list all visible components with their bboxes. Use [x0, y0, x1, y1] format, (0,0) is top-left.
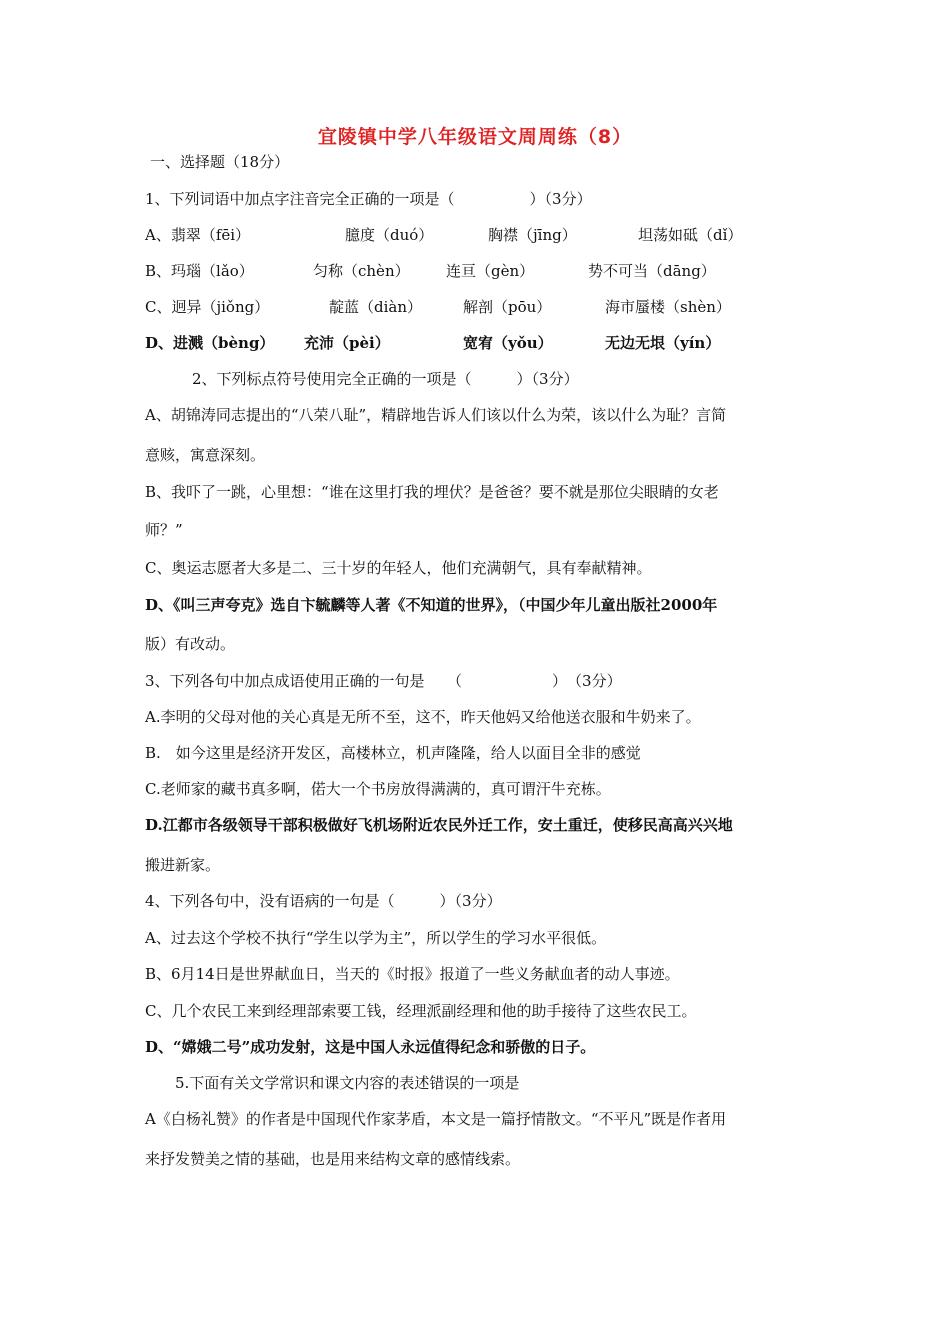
q2-option-b-line2: 师？”	[145, 521, 183, 539]
q1-a-item-4: 坦荡如砥（dǐ）	[638, 226, 743, 244]
q1-b-item-4: 势不可当（dāng）	[588, 262, 716, 280]
q4-option-c: C、几个农民工来到经理部索要工钱，经理派副经理和他的助手接待了这些农民工。	[145, 1002, 697, 1020]
q1-d-item-3: 宽宥（yǒu）	[463, 334, 553, 352]
q1-d-item-2: 充沛（pèi）	[304, 334, 390, 352]
q1-a-item-3: 胸襟（jīng）	[488, 226, 577, 244]
q1-c-item-4: 海市蜃楼（shèn）	[605, 298, 731, 316]
q3-stem: 3、下列各句中加点成语使用正确的一句是 （ ） （3分）	[145, 672, 622, 690]
q2-option-b-line1: B、我吓了一跳，心里想：“谁在这里打我的埋伏？是爸爸？要不就是那位尖眼睛的女老	[145, 483, 719, 501]
q3-option-d-line1: D.江都市各级领导干部积极做好飞机场附近农民外迁工作，安土重迁，使移民高高兴兴地	[145, 816, 733, 834]
q2-option-d-line2: 版）有改动。	[145, 635, 236, 653]
q2-option-a-line2: 意赅，寓意深刻。	[145, 446, 266, 464]
q3-option-b: B. 如今这里是经济开发区，高楼林立，机声隆隆，给人以面目全非的感觉	[145, 744, 641, 762]
q1-d-item-1: D、进溅（bèng）	[145, 334, 275, 352]
q1-stem: 1、下列词语中加点字注音完全正确的一项是（ ）（3分）	[145, 190, 592, 208]
q2-option-a-line1: A、胡锦涛同志提出的“八荣八耻”，精辟地告诉人们该以什么为荣，该以什么为耻？言简	[145, 406, 727, 424]
q1-c-item-3: 解剖（pōu）	[463, 298, 552, 316]
q1-b-item-2: 匀称（chèn）	[313, 262, 410, 280]
q1-a-item-1: A、翡翠（fēi）	[145, 226, 251, 244]
q1-b-item-1: B、玛瑙（lǎo）	[145, 262, 254, 280]
q5-option-a-line2: 来抒发赞美之情的基础，也是用来结构文章的感情线索。	[145, 1150, 521, 1168]
q3-option-d-line2: 搬进新家。	[145, 856, 221, 874]
q2-stem: 2、下列标点符号使用完全正确的一项是（ ）（3分）	[192, 370, 579, 388]
q1-a-item-2: 臆度（duó）	[345, 226, 434, 244]
q1-c-item-1: C、迥异（jiǒng）	[145, 298, 270, 316]
q2-option-d-line1: D、《叫三声夸克》选自卞毓麟等人著《不知道的世界》，（中国少年儿童出版社2000年	[145, 596, 718, 614]
q3-option-c: C.老师家的藏书真多啊，偌大一个书房放得满满的，真可谓汗牛充栋。	[145, 780, 611, 798]
q4-option-b: B、6月14日是世界献血日，当天的《时报》报道了一些义务献血者的动人事迹。	[145, 965, 680, 983]
q1-d-item-4: 无边无垠（yín）	[605, 334, 721, 352]
q1-c-item-2: 靛蓝（diàn）	[329, 298, 423, 316]
q4-stem: 4、下列各句中，没有语病的一句是（ ）（3分）	[145, 892, 502, 910]
q1-b-item-3: 连亘（gèn）	[446, 262, 535, 280]
section-heading: 一、选择题（18分）	[150, 153, 290, 171]
page-title: 宜陵镇中学八年级语文周周练（8）	[317, 126, 633, 148]
q5-option-a-line1: A《白杨礼赞》的作者是中国现代作家茅盾，本文是一篇抒情散文。“不平凡”既是作者用	[145, 1110, 727, 1128]
q3-option-a: A.李明的父母对他的关心真是无所不至，这不，昨天他妈又给他送衣服和牛奶来了。	[145, 708, 701, 726]
q5-stem: 5.下面有关文学常识和课文内容的表述错误的一项是	[175, 1074, 520, 1092]
q2-option-c: C、奥运志愿者大多是二、三十岁的年轻人，他们充满朝气，具有奉献精神。	[145, 559, 652, 577]
q4-option-d: D、“嫦娥二号”成功发射，这是中国人永远值得纪念和骄傲的日子。	[145, 1038, 596, 1056]
q4-option-a: A、过去这个学校不执行“学生以学为主”，所以学生的学习水平很低。	[145, 929, 607, 947]
